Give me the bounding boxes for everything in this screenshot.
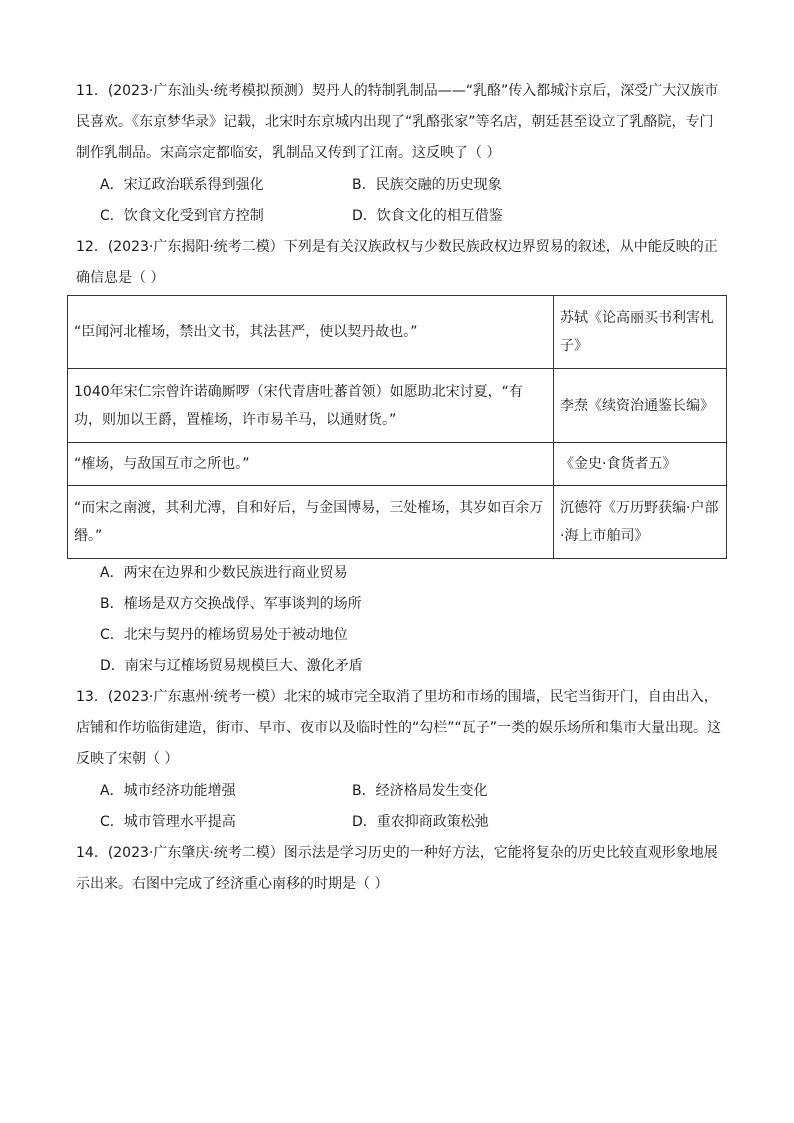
table-cell-source: 李焘《续资治通鉴长编》 bbox=[554, 369, 727, 443]
question-13-option-a[interactable]: A．城市经济功能增强 bbox=[100, 783, 236, 799]
question-12-option-d-row bbox=[100, 651, 720, 681]
question-12-option-d[interactable]: D．南宋与辽榷场贸易规模巨大、激化矛盾 bbox=[100, 658, 363, 674]
table-cell-quote: “而宋之南渡，其利尤溥，自和好后，与金国博易，三处榷场，其岁如百余万缗。” bbox=[68, 486, 554, 559]
question-13-stem: 13．(2023·广东惠州·统考一模）北宋的城市完全取消了里坊和市场的围墙，民宅当街开门，自由出入，店铺和作坊临街建造，街市、早市、夜市以及临时性的“勾栏”“瓦子”一类的娱乐场所和集市大量出现。这反映了宋朝（ ） bbox=[76, 689, 722, 767]
question-11-stem: 11．(2023·广东汕头·统考模拟预测）契丹人的特制乳制品——“乳酪”传入都城汴京后，深受广大汉族市民喜欢。《东京梦华录》记载，北宋时东京城内出现了“乳酪张家”等名店，朝廷甚至设立了乳酪院，专门制作乳制品。宋高宗定都临安，乳制品又传到了江南。这反映了（ ） bbox=[76, 83, 719, 161]
question-11-option-b[interactable]: B．民族交融的历史现象 bbox=[352, 177, 502, 193]
question-12-option-b[interactable]: B．榷场是双方交换战俘、军事谈判的场所 bbox=[100, 596, 362, 612]
table-cell-source: 《金史·食货者五》 bbox=[554, 443, 727, 486]
question-12-option-a-row bbox=[100, 558, 720, 588]
table-row bbox=[68, 486, 727, 559]
question-13-option-d[interactable]: D．重农抑商政策松弛 bbox=[352, 814, 489, 830]
question-13-options-row-1 bbox=[100, 776, 720, 806]
table-row bbox=[68, 369, 727, 443]
question-12-option-b-row bbox=[100, 589, 720, 619]
question-12-stem: 12．(2023·广东揭阳·统考二模）下列是有关汉族政权与少数民族政权边界贸易的叙述，从中能反映的正确信息是（ ） bbox=[76, 239, 718, 286]
table-row bbox=[68, 296, 727, 369]
question-12-option-c-row bbox=[100, 620, 720, 650]
question-11-options-row-1 bbox=[100, 170, 720, 200]
question-11-option-a[interactable]: A．宋辽政治联系得到强化 bbox=[100, 177, 264, 193]
question-12-source-table bbox=[67, 295, 727, 559]
table-cell-source: 沉德符《万历野获编·户部·海上市舶司》 bbox=[554, 486, 727, 559]
question-13-option-b[interactable]: B．经济格局发生变化 bbox=[352, 783, 488, 799]
table-cell-quote: “臣闻河北榷场，禁出文书，其法甚严，使以契丹故也。” bbox=[68, 296, 554, 369]
question-12-option-a[interactable]: A．两宋在边界和少数民族进行商业贸易 bbox=[100, 565, 348, 581]
table-row bbox=[68, 443, 727, 486]
question-13-options-row-2 bbox=[100, 807, 720, 837]
question-12-option-c[interactable]: C．北宋与契丹的榷场贸易处于被动地位 bbox=[100, 627, 348, 643]
table-cell-source: 苏轼《论高丽买书利害札子》 bbox=[554, 296, 727, 369]
table-cell-quote: “榷场，与敌国互市之所也。” bbox=[68, 443, 554, 486]
table-cell-quote: 1040年宋仁宗曾许诺确厮啰（宋代青唐吐蕃首领）如愿助北宋讨夏，“有功，则加以王爵，置榷场，许市易羊马，以通财货。” bbox=[68, 369, 554, 443]
question-14-stem: 14．(2023·广东肇庆·统考二模）图示法是学习历史的一种好方法，它能将复杂的历史比较直观形象地展示出来。右图中完成了经济重心南移的时期是（ ） bbox=[76, 845, 718, 892]
question-11-option-d[interactable]: D．饮食文化的相互借鉴 bbox=[352, 208, 503, 224]
question-11-options-row-2 bbox=[100, 201, 720, 231]
question-11-option-c[interactable]: C．饮食文化受到官方控制 bbox=[100, 208, 264, 224]
question-13-option-c[interactable]: C．城市管理水平提高 bbox=[100, 814, 236, 830]
